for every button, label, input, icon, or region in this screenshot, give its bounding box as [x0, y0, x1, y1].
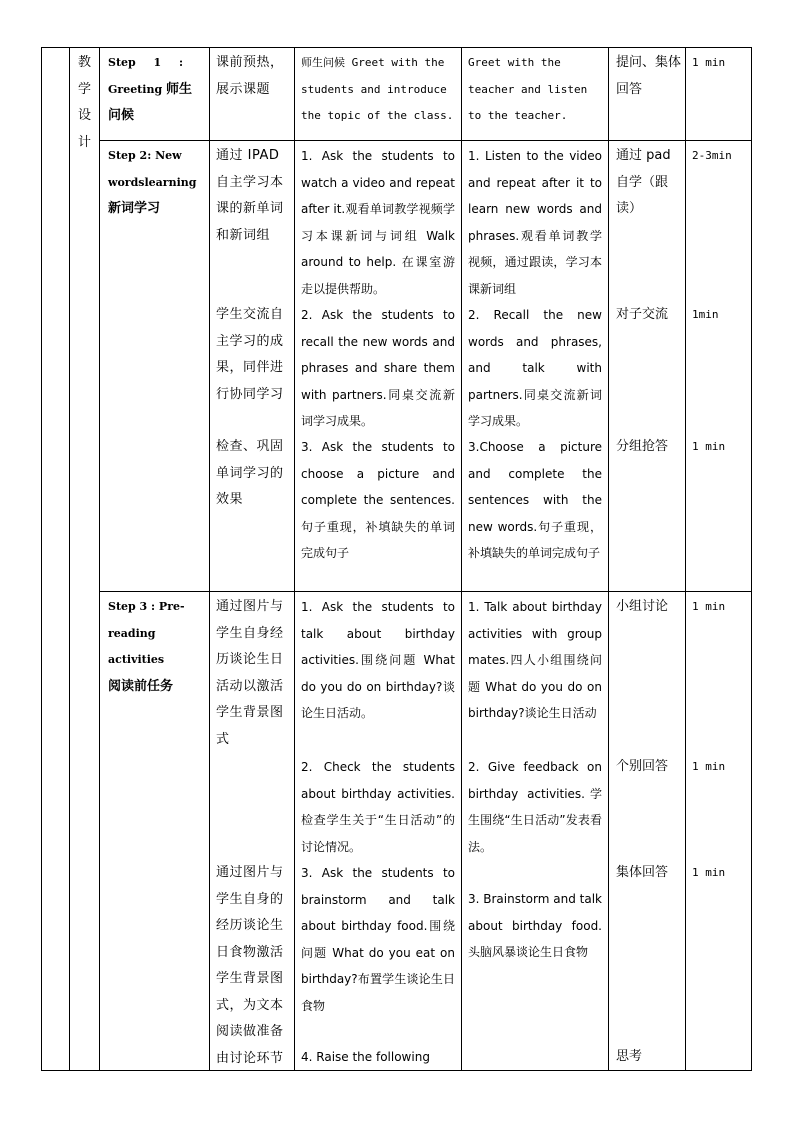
step-title: [100, 48, 209, 130]
table-row: [42, 141, 752, 592]
table-row: [42, 592, 752, 1071]
activity-form: 对子交流: [616, 307, 669, 322]
activity-cell: [609, 141, 686, 592]
student-cell: [462, 592, 609, 1071]
time-value: 1 min: [692, 600, 726, 613]
time-value: 1 min: [692, 760, 726, 773]
activity-form: 分组抢答: [616, 439, 669, 454]
step-cell: [100, 592, 210, 1071]
step-title: [100, 141, 209, 223]
teacher-activity: 4. Raise the following: [301, 1050, 430, 1064]
step-name-cn: 师生问候: [108, 81, 192, 123]
step-title: [100, 592, 209, 700]
student-cell: [462, 141, 609, 592]
step-name-cn: 新词学习: [108, 201, 161, 216]
goal-text: 通过图片与学生自身经历谈论生日活动以激活学生背景图式: [216, 599, 284, 747]
step-cell: [100, 48, 210, 141]
time-value: 1 min: [692, 866, 726, 879]
teacher-cell: [295, 48, 462, 141]
student-cell: [462, 48, 609, 141]
activity-form: 小组讨论: [616, 599, 669, 614]
step-name-cn: 阅读前任务: [108, 678, 174, 694]
time-cell: [686, 48, 752, 141]
time-value: 1 min: [692, 440, 726, 453]
section-label-char: 计: [77, 134, 91, 150]
student-activity: 1. Talk about birthday activities with group mates.四人小组围绕问题 What do you do on birthday?谈论生日活动: [468, 600, 602, 720]
teacher-cell: [295, 592, 462, 1071]
teacher-activity: 2. Check the students about birthday activities.检查学生关于“生日活动”的讨论情况。: [301, 760, 455, 854]
time-value: 1min: [692, 308, 719, 321]
section-label-cell: [70, 48, 100, 1071]
step-name: Step 3 : Pre-reading activities: [108, 600, 185, 666]
teacher-activity: 2. Ask the students to recall the new words and phrases and share them with partners.同桌交流新词学习成果。: [301, 308, 455, 428]
outer-margin-cell: [42, 48, 70, 1071]
step-name: Step 1 : Greeting: [108, 56, 184, 96]
goal-text: 通过图片与学生自身的经历谈论生日食物激活学生背景图式，为文本阅读做准备由讨论环节: [216, 865, 284, 1066]
teacher-cell: [295, 141, 462, 592]
time-value: 1 min: [692, 56, 726, 69]
student-activity: 2. Recall the new words and phrases, and talk with partners.同桌交流新词学习成果。: [468, 308, 602, 428]
activity-form: 集体回答: [616, 865, 669, 880]
goal-cell: [210, 48, 295, 141]
time-cell: [686, 141, 752, 592]
teacher-activity: 3. Ask the students to brainstorm and talk about birthday food.围绕问题 What do you eat on birthday?布置学生谈论生日食物: [301, 866, 455, 1013]
teacher-activity: 1. Ask the students to watch a video and repeat after it.观看单词教学视频学习本课新词与词组 Walk around to help. 在课室游走以提供帮助。: [301, 149, 455, 296]
activity-form: 个别回答: [616, 759, 669, 774]
activity-cell: [609, 48, 686, 141]
student-activity: 2. Give feedback on birthday activities.学生围绕“生日活动”发表看法。: [468, 760, 602, 854]
student-activity: Greet with the teacher and listen to the teacher.: [468, 56, 588, 122]
goal-text: [210, 754, 294, 860]
student-activity: 3.Choose a picture and complete the sentences with the new words.句子重现，补填缺失的单词完成句子: [468, 440, 602, 560]
table-row: [42, 48, 752, 141]
goal-cell: [210, 141, 295, 592]
teacher-activity: 师生问候 Greet with the students and introduce the topic of the class.: [301, 56, 454, 122]
step-cell: [100, 141, 210, 592]
teacher-activity: 3. Ask the students to choose a picture and complete the sentences.句子重现，补填缺失的单词完成句子: [301, 440, 455, 560]
activity-form: 通过 pad 自学（跟读）: [616, 148, 671, 216]
time-value: 2-3min: [692, 149, 732, 162]
section-label-char: 教: [77, 55, 91, 70]
student-activity: 1. Listen to the video and repeat after it to learn new words and phrases.观看单词教学视频，通过跟读，学习本课新词组: [468, 149, 602, 296]
step-name: Step 2: New wordslearning: [108, 149, 197, 189]
time-cell: [686, 592, 752, 1071]
section-label-char: 设: [77, 108, 91, 123]
teacher-activity: 1. Ask the students to talk about birthday activities.围绕问题 What do you do on birthday?谈论生日活动。: [301, 600, 455, 720]
lesson-plan-table: [41, 47, 752, 1071]
activity-form: 思考: [616, 1049, 643, 1064]
section-label: [70, 48, 99, 156]
activity-cell: [609, 592, 686, 1071]
goal-cell: [210, 592, 295, 1071]
student-activity: 3. Brainstorm and talk about birthday food.头脑风暴谈论生日食物: [468, 892, 602, 959]
activity-form: 提问、集体回答: [616, 55, 682, 97]
section-label-char: 学: [77, 81, 91, 97]
goal-text: 通过 IPAD 自主学习本课的新单词和新词组: [216, 148, 284, 243]
goal-text: 课前预热，展示课题: [216, 55, 284, 97]
goal-text: 学生交流自主学习的成果，同伴进行协同学习: [216, 307, 284, 402]
goal-text: 检查、巩固单词学习的效果: [216, 439, 284, 507]
